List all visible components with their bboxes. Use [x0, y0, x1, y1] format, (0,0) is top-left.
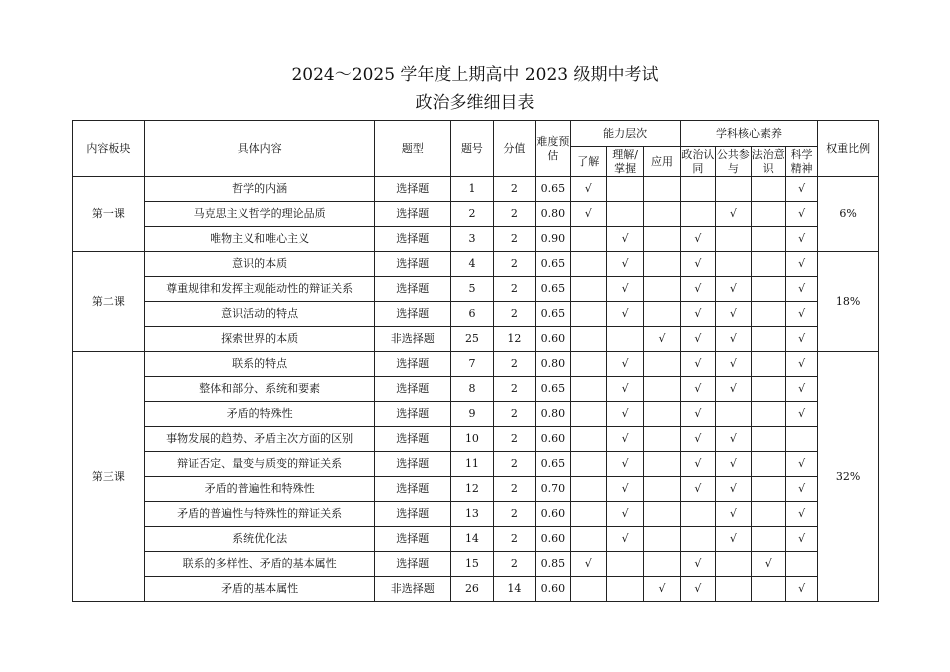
ability-check-cell: √: [570, 177, 606, 202]
table-row: [73, 177, 879, 202]
literacy-check-cell: [716, 177, 751, 202]
ability-check-cell: [606, 202, 643, 227]
ability-check-cell: [644, 352, 680, 377]
table-row: [73, 302, 879, 327]
difficulty-cell: 0.65: [536, 452, 570, 477]
ability-check-cell: [644, 277, 680, 302]
table-row: [73, 227, 879, 252]
difficulty-cell: 0.65: [536, 302, 570, 327]
number-cell: 1: [451, 177, 493, 202]
ability-check-cell: √: [606, 402, 643, 427]
weight-cell: 32%: [818, 352, 879, 602]
document-subtitle: 政治多维细目表: [415, 93, 535, 113]
section-cell: 第二课: [73, 252, 145, 352]
literacy-check-cell: √: [785, 202, 817, 227]
type-cell: 选择题: [375, 552, 451, 577]
score-cell: 2: [493, 202, 535, 227]
literacy-check-cell: [751, 302, 785, 327]
literacy-check-cell: √: [716, 452, 751, 477]
literacy-check-cell: [751, 527, 785, 552]
ability-check-cell: [644, 202, 680, 227]
header-section: 内容板块: [73, 121, 145, 177]
content-cell: 系统优化法: [144, 527, 375, 552]
table-row: [73, 352, 879, 377]
header-literacy: 学科核心素养: [680, 121, 818, 147]
literacy-check-cell: √: [716, 202, 751, 227]
ability-check-cell: [644, 227, 680, 252]
type-cell: 选择题: [375, 252, 451, 277]
difficulty-cell: 0.60: [536, 527, 570, 552]
literacy-check-cell: √: [785, 502, 817, 527]
literacy-check-cell: [751, 277, 785, 302]
ability-check-cell: √: [606, 302, 643, 327]
literacy-check-cell: √: [680, 327, 715, 352]
score-cell: 2: [493, 177, 535, 202]
literacy-check-cell: √: [716, 302, 751, 327]
literacy-check-cell: √: [785, 352, 817, 377]
ability-check-cell: [606, 577, 643, 602]
content-cell: 联系的多样性、矛盾的基本属性: [144, 552, 375, 577]
ability-check-cell: √: [606, 377, 643, 402]
difficulty-cell: 0.65: [536, 177, 570, 202]
ability-check-cell: [606, 552, 643, 577]
ability-check-cell: [570, 227, 606, 252]
header-number: 题号: [451, 121, 493, 177]
score-cell: 2: [493, 277, 535, 302]
header-ability-understand: 了解: [570, 147, 606, 177]
literacy-check-cell: [785, 427, 817, 452]
literacy-check-cell: √: [680, 302, 715, 327]
table-row: [73, 252, 879, 277]
literacy-check-cell: √: [680, 427, 715, 452]
literacy-check-cell: √: [680, 252, 715, 277]
literacy-check-cell: [751, 502, 785, 527]
literacy-check-cell: [785, 552, 817, 577]
header-ability: 能力层次: [570, 121, 680, 147]
content-cell: 事物发展的趋势、矛盾主次方面的区别: [144, 427, 375, 452]
type-cell: 选择题: [375, 527, 451, 552]
literacy-check-cell: [751, 377, 785, 402]
literacy-check-cell: √: [785, 527, 817, 552]
number-cell: 5: [451, 277, 493, 302]
score-cell: 2: [493, 227, 535, 252]
number-cell: 10: [451, 427, 493, 452]
ability-check-cell: [644, 527, 680, 552]
difficulty-cell: 0.80: [536, 202, 570, 227]
literacy-check-cell: √: [716, 477, 751, 502]
ability-check-cell: [570, 327, 606, 352]
literacy-check-cell: √: [785, 177, 817, 202]
type-cell: 选择题: [375, 302, 451, 327]
table-row: [73, 277, 879, 302]
literacy-check-cell: [751, 327, 785, 352]
content-cell: 哲学的内涵: [144, 177, 375, 202]
ability-check-cell: √: [644, 327, 680, 352]
literacy-check-cell: √: [716, 352, 751, 377]
number-cell: 3: [451, 227, 493, 252]
table-row: [73, 502, 879, 527]
content-cell: 唯物主义和唯心主义: [144, 227, 375, 252]
number-cell: 25: [451, 327, 493, 352]
header-literacy-law: 法治意识: [751, 147, 785, 175]
ability-check-cell: [644, 552, 680, 577]
literacy-check-cell: √: [680, 277, 715, 302]
difficulty-cell: 0.60: [536, 502, 570, 527]
difficulty-cell: 0.90: [536, 227, 570, 252]
header-difficulty: 难度预估: [536, 121, 570, 177]
content-cell: 矛盾的普遍性与特殊性的辩证关系: [144, 502, 375, 527]
score-cell: 2: [493, 302, 535, 327]
ability-check-cell: √: [606, 427, 643, 452]
literacy-check-cell: √: [680, 227, 715, 252]
literacy-check-cell: √: [716, 527, 751, 552]
ability-check-cell: [570, 477, 606, 502]
literacy-check-cell: [716, 227, 751, 252]
literacy-check-cell: √: [785, 252, 817, 277]
literacy-check-cell: √: [680, 452, 715, 477]
header-ability-master: 理解/掌握: [606, 147, 643, 177]
score-cell: 12: [493, 327, 535, 352]
ability-check-cell: √: [570, 552, 606, 577]
weight-cell: 6%: [818, 177, 879, 252]
literacy-check-cell: √: [785, 302, 817, 327]
section-cell: 第一课: [73, 177, 145, 252]
table-row: [73, 402, 879, 427]
ability-check-cell: [570, 402, 606, 427]
ability-check-cell: √: [606, 277, 643, 302]
number-cell: 7: [451, 352, 493, 377]
header-score: 分值: [493, 121, 535, 177]
type-cell: 选择题: [375, 202, 451, 227]
type-cell: 选择题: [375, 452, 451, 477]
content-cell: 矛盾的基本属性: [144, 577, 375, 602]
difficulty-cell: 0.85: [536, 552, 570, 577]
header-literacy-participation: 公共参与: [716, 147, 750, 175]
weight-cell: 18%: [818, 252, 879, 352]
score-cell: 2: [493, 352, 535, 377]
number-cell: 8: [451, 377, 493, 402]
literacy-check-cell: √: [716, 377, 751, 402]
type-cell: 选择题: [375, 277, 451, 302]
content-cell: 联系的特点: [144, 352, 375, 377]
score-cell: 2: [493, 502, 535, 527]
score-cell: 2: [493, 377, 535, 402]
type-cell: 选择题: [375, 502, 451, 527]
literacy-check-cell: [751, 477, 785, 502]
literacy-check-cell: √: [716, 502, 751, 527]
literacy-check-cell: [680, 202, 715, 227]
content-cell: 意识的本质: [144, 252, 375, 277]
literacy-check-cell: [751, 202, 785, 227]
content-cell: 辩证否定、量变与质变的辩证关系: [144, 452, 375, 477]
ability-check-cell: √: [606, 502, 643, 527]
difficulty-cell: 0.70: [536, 477, 570, 502]
score-cell: 2: [493, 477, 535, 502]
literacy-check-cell: √: [716, 427, 751, 452]
literacy-check-cell: √: [680, 377, 715, 402]
difficulty-cell: 0.65: [536, 277, 570, 302]
score-cell: 14: [493, 577, 535, 602]
literacy-check-cell: [751, 402, 785, 427]
type-cell: 选择题: [375, 177, 451, 202]
number-cell: 4: [451, 252, 493, 277]
section-cell: 第三课: [73, 352, 145, 602]
literacy-check-cell: [680, 502, 715, 527]
header-weight: 权重比例: [818, 121, 879, 177]
ability-check-cell: [644, 302, 680, 327]
score-cell: 2: [493, 402, 535, 427]
ability-check-cell: [570, 527, 606, 552]
document-title: 2024～2025 学年度上期高中 2023 级期中考试: [291, 65, 659, 85]
number-cell: 14: [451, 527, 493, 552]
difficulty-cell: 0.60: [536, 427, 570, 452]
ability-check-cell: [570, 502, 606, 527]
ability-check-cell: [570, 577, 606, 602]
ability-check-cell: √: [644, 577, 680, 602]
difficulty-cell: 0.80: [536, 352, 570, 377]
content-cell: 马克思主义哲学的理论品质: [144, 202, 375, 227]
literacy-check-cell: √: [680, 352, 715, 377]
content-cell: 意识活动的特点: [144, 302, 375, 327]
literacy-check-cell: √: [680, 552, 715, 577]
ability-check-cell: [644, 502, 680, 527]
score-cell: 2: [493, 452, 535, 477]
literacy-check-cell: [751, 452, 785, 477]
type-cell: 选择题: [375, 477, 451, 502]
ability-check-cell: [644, 452, 680, 477]
literacy-check-cell: √: [680, 577, 715, 602]
content-cell: 尊重规律和发挥主观能动性的辩证关系: [144, 277, 375, 302]
literacy-check-cell: √: [680, 402, 715, 427]
ability-check-cell: [644, 477, 680, 502]
content-cell: 探索世界的本质: [144, 327, 375, 352]
literacy-check-cell: [716, 402, 751, 427]
content-cell: 整体和部分、系统和要素: [144, 377, 375, 402]
literacy-check-cell: √: [785, 402, 817, 427]
difficulty-cell: 0.65: [536, 252, 570, 277]
literacy-check-cell: √: [785, 577, 817, 602]
header-literacy-science: 科学精神: [785, 147, 817, 177]
ability-check-cell: √: [606, 252, 643, 277]
score-cell: 2: [493, 252, 535, 277]
difficulty-cell: 0.80: [536, 402, 570, 427]
ability-check-cell: [606, 177, 643, 202]
literacy-check-cell: [751, 252, 785, 277]
ability-check-cell: √: [606, 227, 643, 252]
literacy-check-cell: √: [785, 227, 817, 252]
number-cell: 6: [451, 302, 493, 327]
literacy-check-cell: √: [785, 452, 817, 477]
literacy-check-cell: [751, 577, 785, 602]
ability-check-cell: √: [606, 527, 643, 552]
ability-check-cell: √: [570, 202, 606, 227]
number-cell: 11: [451, 452, 493, 477]
number-cell: 12: [451, 477, 493, 502]
literacy-check-cell: [751, 227, 785, 252]
ability-check-cell: [644, 177, 680, 202]
number-cell: 13: [451, 502, 493, 527]
difficulty-cell: 0.65: [536, 377, 570, 402]
ability-check-cell: [644, 402, 680, 427]
ability-check-cell: [570, 452, 606, 477]
literacy-check-cell: [751, 352, 785, 377]
literacy-check-cell: [716, 577, 751, 602]
number-cell: 2: [451, 202, 493, 227]
score-cell: 2: [493, 552, 535, 577]
literacy-check-cell: √: [751, 552, 785, 577]
content-cell: 矛盾的普遍性和特殊性: [144, 477, 375, 502]
difficulty-cell: 0.60: [536, 327, 570, 352]
table-row: [73, 552, 879, 577]
type-cell: 选择题: [375, 352, 451, 377]
number-cell: 26: [451, 577, 493, 602]
ability-check-cell: [644, 377, 680, 402]
specification-table: [72, 120, 879, 602]
table-row: [73, 452, 879, 477]
ability-check-cell: √: [606, 352, 643, 377]
ability-check-cell: [570, 377, 606, 402]
score-cell: 2: [493, 527, 535, 552]
ability-check-cell: [644, 252, 680, 277]
ability-check-cell: [570, 252, 606, 277]
literacy-check-cell: [751, 177, 785, 202]
literacy-check-cell: [716, 552, 751, 577]
ability-check-cell: [570, 277, 606, 302]
ability-check-cell: √: [606, 452, 643, 477]
table-row: [73, 527, 879, 552]
header-ability-apply: 应用: [644, 147, 680, 177]
header-literacy-political: 政治认同: [681, 147, 715, 175]
ability-check-cell: [570, 352, 606, 377]
literacy-check-cell: [680, 177, 715, 202]
type-cell: 选择题: [375, 402, 451, 427]
literacy-check-cell: √: [785, 477, 817, 502]
literacy-check-cell: [680, 527, 715, 552]
table-row: [73, 577, 879, 602]
literacy-check-cell: √: [785, 277, 817, 302]
table-row: [73, 427, 879, 452]
header-content: 具体内容: [144, 121, 375, 177]
ability-check-cell: [570, 427, 606, 452]
table-row: [73, 202, 879, 227]
header-type: 题型: [375, 121, 451, 177]
type-cell: 选择题: [375, 377, 451, 402]
literacy-check-cell: [716, 252, 751, 277]
ability-check-cell: [606, 327, 643, 352]
score-cell: 2: [493, 427, 535, 452]
type-cell: 选择题: [375, 227, 451, 252]
difficulty-cell: 0.60: [536, 577, 570, 602]
number-cell: 15: [451, 552, 493, 577]
literacy-check-cell: √: [680, 477, 715, 502]
ability-check-cell: [570, 302, 606, 327]
type-cell: 选择题: [375, 427, 451, 452]
literacy-check-cell: [751, 427, 785, 452]
literacy-check-cell: √: [785, 327, 817, 352]
table-row: [73, 477, 879, 502]
literacy-check-cell: √: [785, 377, 817, 402]
table-row: [73, 327, 879, 352]
table-row: [73, 377, 879, 402]
literacy-check-cell: √: [716, 277, 751, 302]
type-cell: 非选择题: [375, 327, 451, 352]
ability-check-cell: √: [606, 477, 643, 502]
ability-check-cell: [644, 427, 680, 452]
content-cell: 矛盾的特殊性: [144, 402, 375, 427]
literacy-check-cell: √: [716, 327, 751, 352]
type-cell: 非选择题: [375, 577, 451, 602]
number-cell: 9: [451, 402, 493, 427]
